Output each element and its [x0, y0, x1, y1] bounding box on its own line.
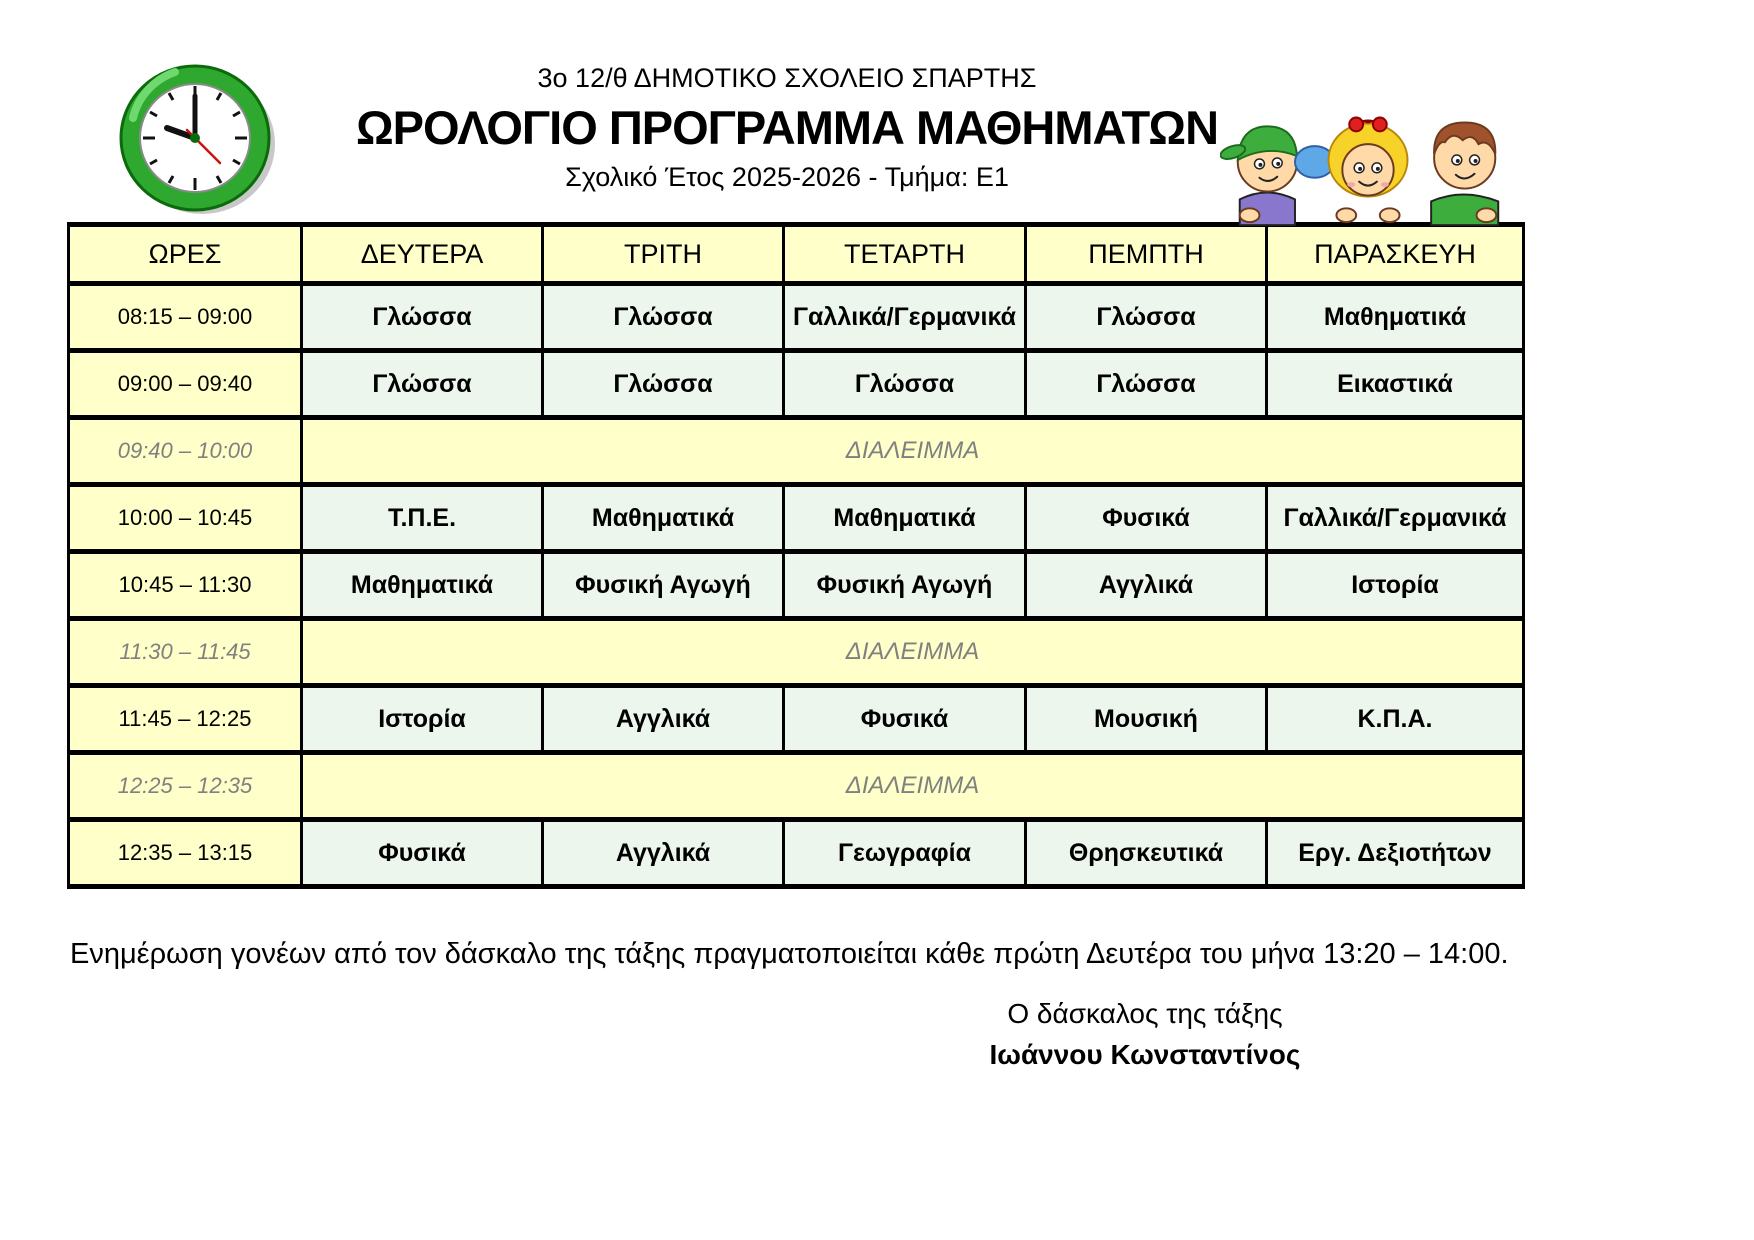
- lesson-cell: Αγγλικά: [1026, 552, 1267, 619]
- col-header-tuesday: ΤΡΙΤΗ: [543, 225, 784, 284]
- lesson-row: [69, 284, 1524, 351]
- lesson-cell: Εργ. Δεξιοτήτων: [1267, 820, 1524, 887]
- col-header-hours: ΩΡΕΣ: [69, 225, 302, 284]
- lesson-cell: Αγγλικά: [543, 686, 784, 753]
- teacher-name: Ιωάννου Κωνσταντίνος: [989, 1038, 1301, 1070]
- break-cell: ΔΙΑΛΕΙΜΜΑ: [302, 619, 1524, 686]
- lesson-cell: Γλώσσα: [302, 351, 543, 418]
- lesson-cell: Γαλλικά/Γερμανικά: [784, 284, 1026, 351]
- lesson-cell: Γλώσσα: [784, 351, 1026, 418]
- lesson-cell: Γλώσσα: [543, 284, 784, 351]
- break-row: [69, 418, 1524, 485]
- lesson-cell: Εικαστικά: [1267, 351, 1524, 418]
- timetable: [67, 222, 1525, 889]
- time-cell: 11:30 – 11:45: [69, 619, 302, 686]
- page-title: ΩΡΟΛΟΓΙΟ ΠΡΟΓΡΑΜΜΑ ΜΑΘΗΜΑΤΩΝ: [355, 100, 1219, 154]
- lesson-row: [69, 552, 1524, 619]
- parents-info-note: Ενημέρωση γονέων από τον δάσκαλο της τάξης πραγματοποιείται κάθε πρώτη Δευτέρα του μήνα 13:20 – 14:00.: [70, 938, 1509, 970]
- lesson-cell: Μαθηματικά: [543, 485, 784, 552]
- lesson-cell: Μουσική: [1026, 686, 1267, 753]
- col-header-thursday: ΠΕΜΠΤΗ: [1026, 225, 1267, 284]
- break-cell: ΔΙΑΛΕΙΜΜΑ: [302, 753, 1524, 820]
- lesson-cell: Φυσικά: [784, 686, 1026, 753]
- time-cell: 09:00 – 09:40: [69, 351, 302, 418]
- time-cell: 11:45 – 12:25: [69, 686, 302, 753]
- break-row: [69, 753, 1524, 820]
- time-cell: 10:00 – 10:45: [69, 485, 302, 552]
- lesson-cell: Αγγλικά: [543, 820, 784, 887]
- lesson-cell: Μαθηματικά: [1267, 284, 1524, 351]
- lesson-cell: Φυσικά: [302, 820, 543, 887]
- teacher-label: Ο δάσκαλος της τάξης: [1007, 998, 1283, 1029]
- lesson-cell: Κ.Π.Α.: [1267, 686, 1524, 753]
- lesson-cell: Ιστορία: [302, 686, 543, 753]
- lesson-cell: Μαθηματικά: [784, 485, 1026, 552]
- lesson-row: [69, 485, 1524, 552]
- lesson-cell: Φυσική Αγωγή: [543, 552, 784, 619]
- lesson-cell: Γλώσσα: [1026, 351, 1267, 418]
- school-year-subtitle: Σχολικό Έτος 2025-2026 - Τμήμα: Ε1: [565, 162, 1009, 193]
- lesson-row: [69, 686, 1524, 753]
- header-row: [69, 225, 1524, 284]
- lesson-cell: Γλώσσα: [302, 284, 543, 351]
- break-row: [69, 619, 1524, 686]
- break-cell: ΔΙΑΛΕΙΜΜΑ: [302, 418, 1524, 485]
- lesson-row: [69, 351, 1524, 418]
- lesson-cell: Γλώσσα: [1026, 284, 1267, 351]
- col-header-friday: ΠΑΡΑΣΚΕΥΗ: [1267, 225, 1524, 284]
- lesson-cell: Μαθηματικά: [302, 552, 543, 619]
- lesson-cell: Φυσικά: [1026, 485, 1267, 552]
- time-cell: 08:15 – 09:00: [69, 284, 302, 351]
- lesson-row: [69, 820, 1524, 887]
- time-cell: 10:45 – 11:30: [69, 552, 302, 619]
- children-illustration: [1220, 88, 1516, 226]
- school-name: 3ο 12/θ ΔΗΜΟΤΙΚΟ ΣΧΟΛΕΙΟ ΣΠΑΡΤΗΣ: [537, 63, 1037, 93]
- lesson-cell: Γλώσσα: [543, 351, 784, 418]
- teacher-signature: [878, 994, 1412, 1075]
- lesson-cell: Θρησκευτικά: [1026, 820, 1267, 887]
- lesson-cell: Γεωγραφία: [784, 820, 1026, 887]
- time-cell: 12:35 – 13:15: [69, 820, 302, 887]
- lesson-cell: Γαλλικά/Γερμανικά: [1267, 485, 1524, 552]
- lesson-cell: Τ.Π.Ε.: [302, 485, 543, 552]
- time-cell: 12:25 – 12:35: [69, 753, 302, 820]
- col-header-monday: ΔΕΥΤΕΡΑ: [302, 225, 543, 284]
- time-cell: 09:40 – 10:00: [69, 418, 302, 485]
- col-header-wednesday: ΤΕΤΑΡΤΗ: [784, 225, 1026, 284]
- lesson-cell: Ιστορία: [1267, 552, 1524, 619]
- lesson-cell: Φυσική Αγωγή: [784, 552, 1026, 619]
